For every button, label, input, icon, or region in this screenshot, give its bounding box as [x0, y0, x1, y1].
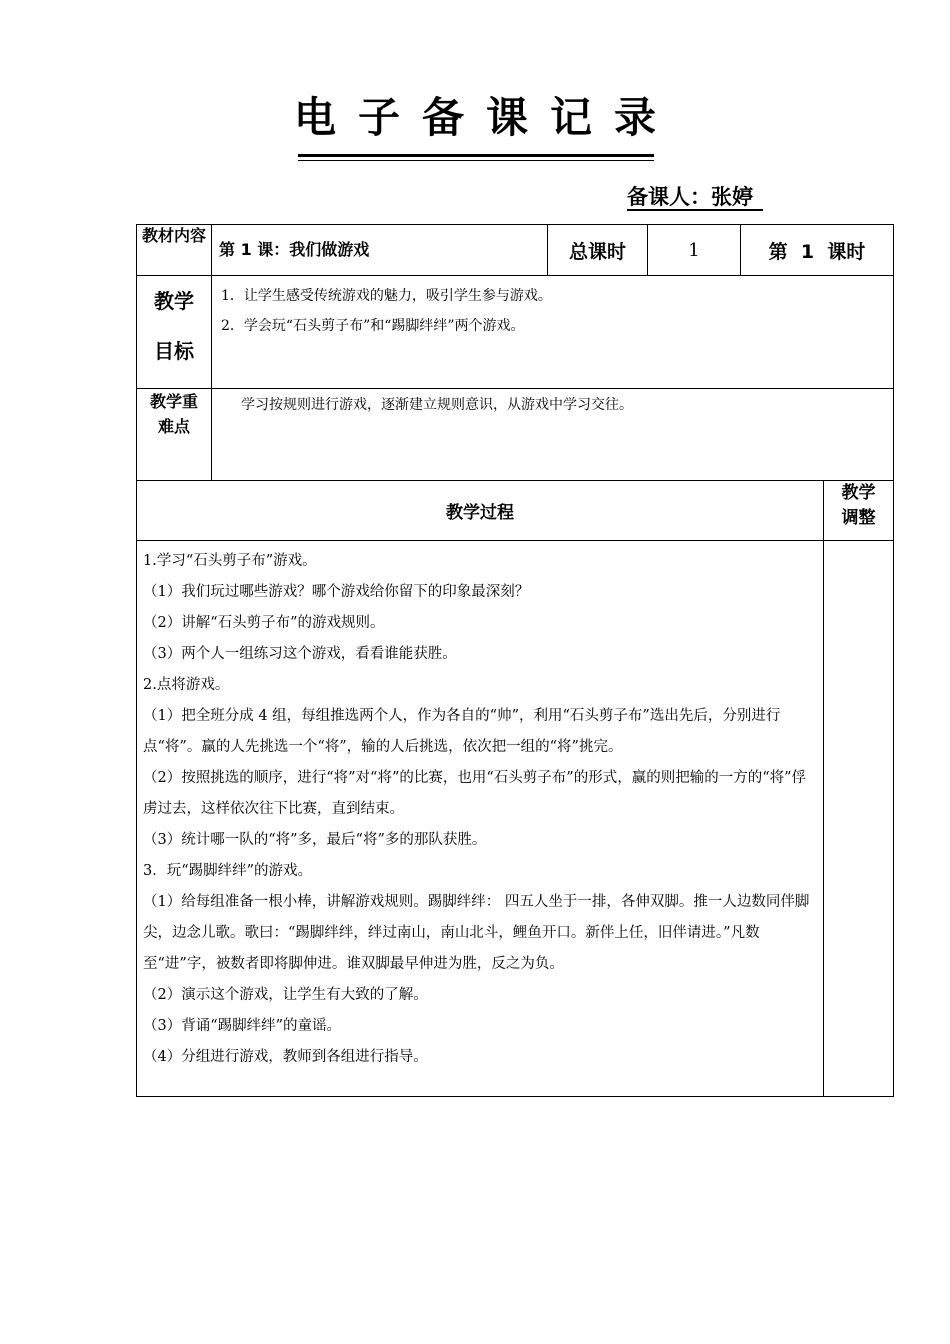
goals-cell — [212, 276, 894, 389]
process-step: （3）两个人一组练习这个游戏，看看谁能获胜。 — [143, 646, 457, 662]
key-points-label-line1: 教学重 — [149, 392, 198, 411]
process-title-cell — [137, 481, 824, 541]
process-step: （1）我们玩过哪些游戏？哪个游戏给你留下的印象最深刻？ — [143, 584, 530, 600]
goals-label-cell — [137, 276, 212, 389]
title-double-rule-top — [298, 154, 654, 157]
process-step: （1）给每组准备一根小棒，讲解游戏规则。踢脚绊绊： 四五人坐于一排，各伸双脚。推一人边数同伴脚尖，边念儿歌。歌曰：“踢脚绊绊，绊过南山，南山北斗，鲤鱼开口。新伴上任，旧伴请进。”凡数至“进”字，被数者即将脚伸进。谁双脚最早伸进为胜，反之为负。 — [143, 894, 810, 972]
key-points-cell — [212, 389, 894, 481]
key-points-label-line2: 难点 — [157, 417, 190, 436]
period-cell — [741, 225, 894, 276]
goals-label-line1: 教学 — [154, 289, 194, 313]
lesson-title: 第 1 课：我们做游戏 — [219, 240, 370, 259]
preparer-underline — [627, 209, 763, 211]
preparer-label: 备课人：张婷 — [627, 185, 753, 209]
key-points-label-cell — [137, 389, 212, 481]
title-double-rule-bottom — [298, 160, 654, 161]
goals-label-line2: 目标 — [154, 339, 194, 363]
process-step: 2.点将游戏。 — [143, 677, 230, 693]
process-title: 教学过程 — [446, 503, 514, 523]
process-body-row — [137, 541, 894, 1097]
material-label: 教材内容 — [141, 226, 206, 245]
process-step: （2）按照挑选的顺序，进行“将”对“将”的比赛，也用“石头剪子布”的形式，赢的则把输的一方的“将”俘虏过去，这样依次往下比赛，直到结束。 — [143, 770, 807, 817]
key-points-text: 学习按规则进行游戏，逐渐建立规则意识，从游戏中学习交往。 — [241, 397, 633, 413]
process-step: （1）把全班分成 4 组，每组推选两个人，作为各自的“帅”，利用“石头剪子布”选出先后，分别进行点“将”。赢的人先挑选一个“将”，输的人后挑选，依次把一组的“将”挑完。 — [143, 708, 781, 755]
page-title: 电子备课记录 — [293, 93, 678, 142]
adjust-label-cell — [824, 481, 894, 541]
goal-item: 2．学会玩“石头剪子布”和“踢脚绊绊”两个游戏。 — [221, 318, 525, 334]
process-step: （2）讲解“石头剪子布”的游戏规则。 — [143, 615, 385, 631]
lesson-plan-table — [136, 224, 894, 1097]
adjust-cell — [824, 541, 894, 1097]
process-step: （2）演示这个游戏，让学生有大致的了解。 — [143, 987, 428, 1003]
process-step: （4）分组进行游戏，教师到各组进行指导。 — [143, 1049, 428, 1065]
material-label-cell — [137, 225, 212, 276]
process-cell — [137, 541, 824, 1097]
total-hours-label-cell — [548, 225, 648, 276]
adjust-label-line1: 教学 — [841, 483, 876, 503]
goal-item: 1．让学生感受传统游戏的魅力，吸引学生参与游戏。 — [221, 288, 552, 304]
header-row — [137, 225, 894, 276]
process-step: （3）统计哪一队的“将”多，最后“将”多的那队获胜。 — [143, 832, 487, 848]
total-hours-value-cell — [648, 225, 741, 276]
key-points-row — [137, 389, 894, 481]
process-step: （3）背诵“踢脚绊绊”的童谣。 — [143, 1018, 342, 1034]
goals-row — [137, 276, 894, 389]
adjust-label-line2: 调整 — [841, 508, 876, 528]
process-step: 3．玩“踢脚绊绊”的游戏。 — [143, 863, 313, 879]
lesson-cell — [212, 225, 548, 276]
process-header-row — [137, 481, 894, 541]
total-hours-label: 总课时 — [568, 240, 626, 263]
period-label: 第 1 课时 — [768, 240, 866, 263]
process-step: 1.学习“石头剪子布”游戏。 — [143, 553, 317, 569]
total-hours-value: 1 — [688, 239, 700, 261]
